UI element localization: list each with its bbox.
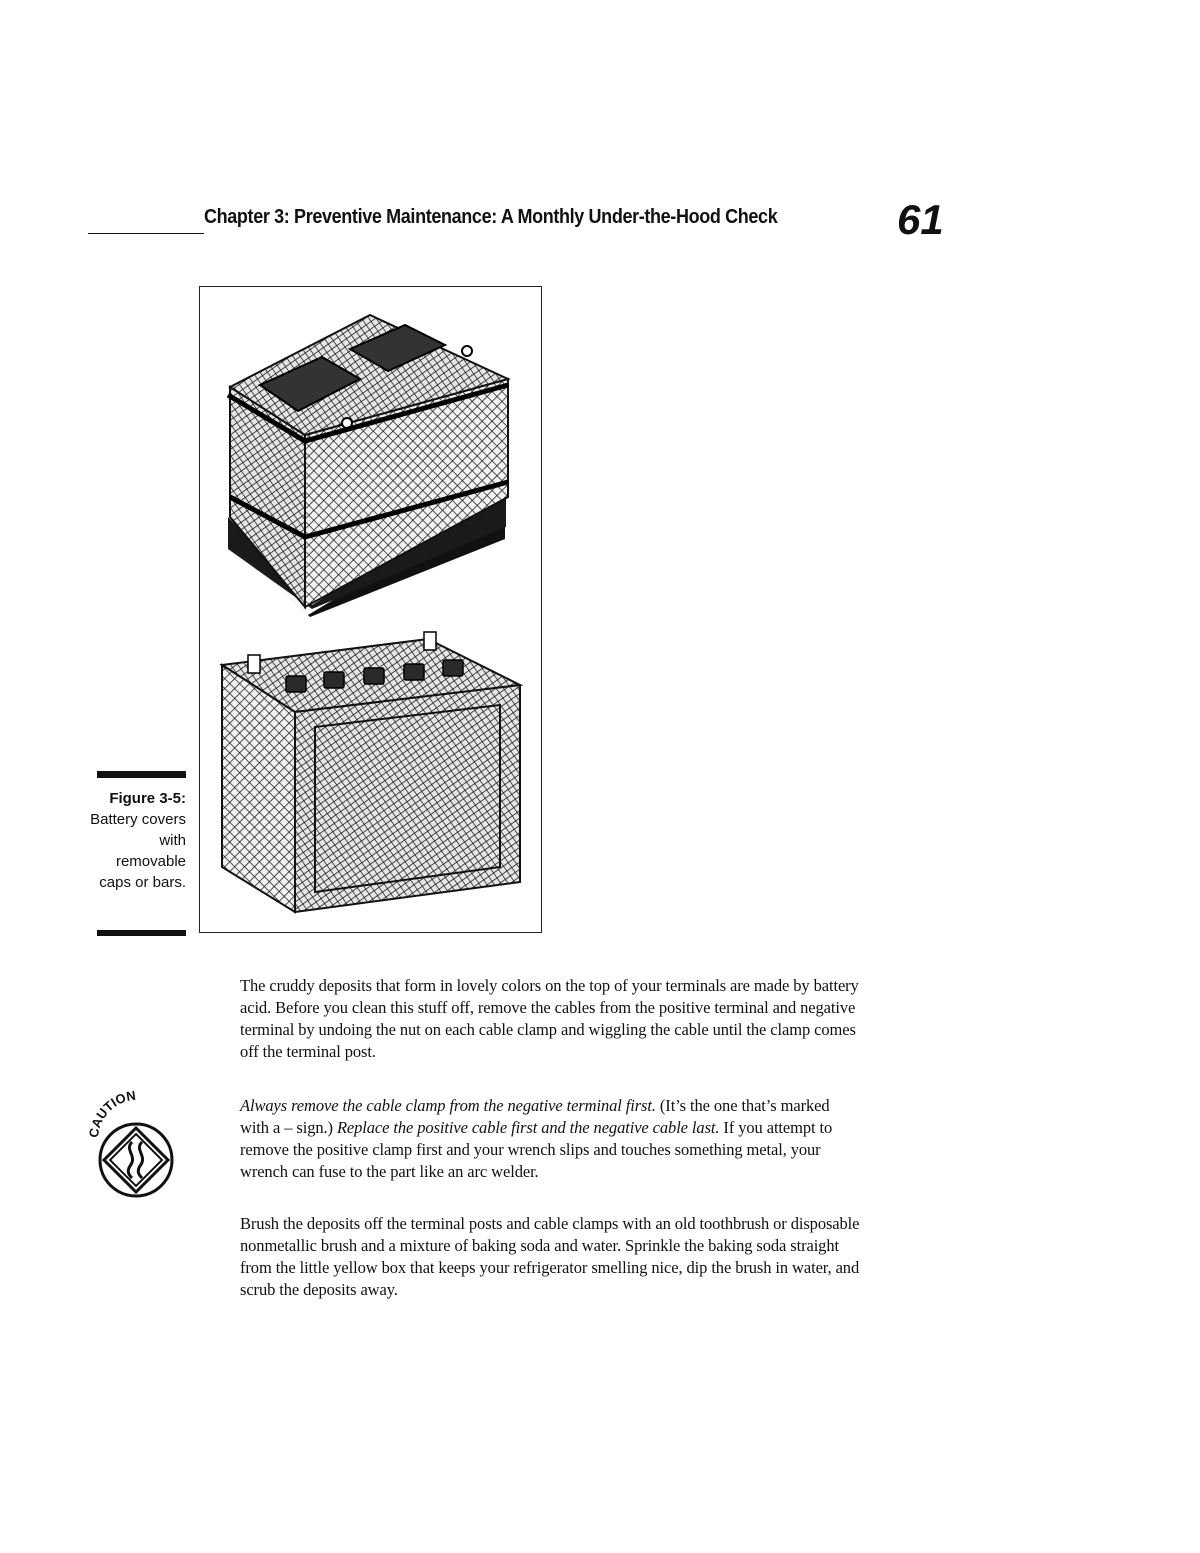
header-rule <box>88 233 204 234</box>
caption-rule-top <box>97 771 186 778</box>
svg-text:CAUTION <box>86 1090 137 1139</box>
chapter-title: Chapter 3: Preventive Maintenance: A Monthly Under-the-Hood Check <box>204 206 778 228</box>
page-number: 61 <box>897 196 944 243</box>
caption-rule-bottom <box>97 930 186 936</box>
paragraph-2-text-2: If you attempt to remove the positive clamp first and your wrench slips and touches something metal, your wrench can fuse to the part like an arc welder. <box>240 1118 833 1181</box>
paragraph-2 <box>240 1095 860 1183</box>
emphasis-positive-first: Replace the positive cable first and the negative cable last. <box>336 1118 720 1137</box>
battery-bottom-illustration <box>222 632 520 912</box>
caution-icon <box>86 1090 186 1200</box>
paragraph-3: Brush the deposits off the terminal posts and cable clamps with an old toothbrush or disposable nonmetallic brush and a mixture of baking soda and water. Sprinkle the baking soda straight from the little yellow box that keeps your refrigerator smelling nice, dip the brush in water, and scrub the deposits away. <box>240 1214 860 1299</box>
figure-frame <box>199 286 542 933</box>
paragraph-1: The cruddy deposits that form in lovely colors on the top of your terminals are made by battery acid. Before you clean this stuff off, remove the cables from the positive terminal and negative terminal by undoing the nut on each cable clamp and wiggling the cable until the clamp comes off the terminal post. <box>240 976 859 1061</box>
battery-top-illustration <box>220 315 508 617</box>
battery-illustration <box>200 287 543 934</box>
paragraph-2-text-1: (It’s the one that’s marked with a – sign.) <box>240 1096 830 1137</box>
emphasis-negative-first: Always remove the cable clamp from the negative terminal first. <box>240 1096 656 1115</box>
figure-label: Figure 3-5: <box>109 790 186 807</box>
figure-caption-text: Battery covers with removable caps or bars. <box>90 811 186 891</box>
figure-caption <box>90 788 186 893</box>
caution-label: CAUTION <box>86 1090 137 1139</box>
